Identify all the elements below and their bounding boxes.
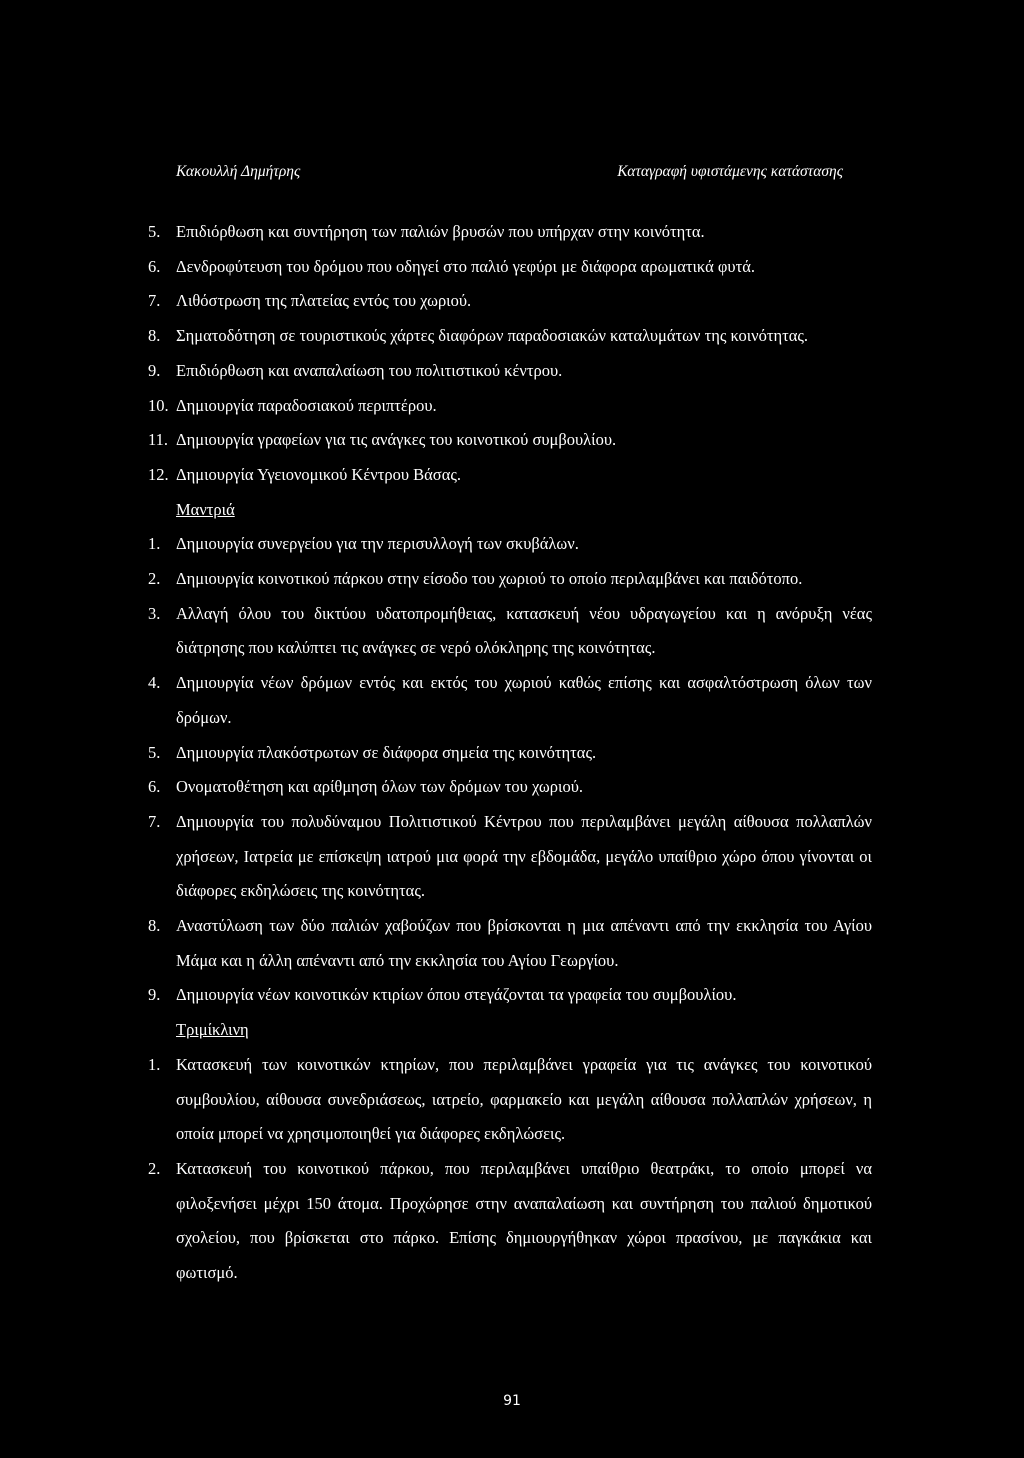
- list-item: [148, 527, 872, 562]
- list-item: [148, 770, 872, 805]
- list-item: [148, 389, 872, 424]
- section-mantria: [148, 493, 872, 1014]
- item-number: 2.: [148, 569, 161, 589]
- list-item: [148, 354, 872, 389]
- item-text: Δημιουργία του πολυδύναμου Πολιτιστικού Κέντρου που περιλαμβάνει μεγάλη αίθουσα πολλαπλών χρήσεων, Ιατρεία με επίσκεψη ιατρού μια φορά την εβδομάδα, μεγάλο υπαίθριο χώρο όπου γίνονται οι διάφορες εκδηλώσεις της κοινότητας.: [176, 811, 872, 901]
- header-title: Καταγραφή υφιστάμενης κατάστασης: [617, 163, 843, 180]
- list-item: [148, 423, 872, 458]
- item-text: Δημιουργία κοινοτικού πάρκου στην είσοδο του χωριού το οποίο περιλαμβάνει και παιδότοπο.: [176, 569, 803, 589]
- item-text: Δημιουργία συνεργείου για την περισυλλογή των σκυβάλων.: [176, 534, 579, 554]
- page-number: 91: [503, 1393, 521, 1409]
- item-number: 8.: [148, 916, 161, 936]
- section-heading: Μαντριά: [176, 499, 235, 519]
- page-header: [176, 163, 843, 187]
- item-text: Κατασκευή των κοινοτικών κτηρίων, που περιλαμβάνει γραφεία για τις ανάγκες του κοινοτικού συμβουλίου, αίθουσα συνεδριάσεως, ιατρείο, φαρμακείο και μεγάλη αίθουσα πολλαπλών χρήσεων, η οποία μπορεί να χρησιμοποιηθεί για διάφορες εκδηλώσεις.: [176, 1054, 872, 1144]
- list-item: [148, 562, 872, 597]
- item-text: Δημιουργία πλακόστρωτων σε διάφορα σημεία της κοινότητας.: [176, 742, 597, 762]
- list-item: [148, 215, 872, 250]
- header-author: Κακουλλή Δημήτρης: [176, 163, 301, 180]
- item-text: Δενδροφύτευση του δρόμου που οδηγεί στο παλιό γεφύρι με διάφορα αρωματικά φυτά.: [176, 256, 755, 276]
- item-number: 6.: [148, 777, 161, 797]
- item-number: 6.: [148, 256, 161, 276]
- item-number: 5.: [148, 742, 161, 762]
- list-item: [148, 597, 872, 666]
- item-number: 8.: [148, 326, 161, 346]
- list-item: [148, 736, 872, 771]
- list-item: [148, 319, 872, 354]
- item-text: Δημιουργία νέων δρόμων εντός και εκτός του χωριού καθώς επίσης και ασφαλτόστρωση όλων των δρόμων.: [176, 673, 872, 727]
- item-text: Λιθόστρωση της πλατείας εντός του χωριού.: [176, 291, 472, 311]
- item-number: 12.: [148, 464, 169, 484]
- item-number: 7.: [148, 291, 161, 311]
- item-text: Αλλαγή όλου του δικτύου υδατοπρομήθειας, κατασκευή νέου υδραγωγείου και η ανόρυξη νέας διάτρησης που καλύπτει τις ανάγκες σε νερό ολόκληρης της κοινότητας.: [176, 603, 872, 658]
- item-number: 9.: [148, 985, 161, 1005]
- item-text: Αναστύλωση των δύο παλιών χαβούζων που βρίσκονται η μια απέναντι από την εκκλησία του Αγίου Μάμα και η άλλη απέναντι από την εκκλησία του Αγίου Γεωργίου.: [176, 916, 872, 970]
- item-text: Επιδιόρθωση και αναπαλαίωση του πολιτιστικού κέντρου.: [176, 360, 563, 380]
- item-number: 7.: [148, 811, 161, 831]
- list-item: [148, 909, 872, 978]
- item-number: 1.: [148, 534, 161, 554]
- list-item: [148, 250, 872, 285]
- page-content: [148, 215, 872, 1291]
- list-item: [148, 666, 872, 735]
- section-heading: Τριμίκλινη: [176, 1020, 249, 1040]
- list-item: [148, 458, 872, 493]
- item-number: 11.: [148, 430, 169, 450]
- section-vasa-continued: [148, 215, 872, 493]
- item-number: 3.: [148, 603, 161, 623]
- list-item: [148, 1048, 872, 1152]
- item-number: 4.: [148, 673, 161, 693]
- item-number: 5.: [148, 222, 161, 241]
- item-number: 2.: [148, 1158, 161, 1178]
- section-trimiklini: [148, 1013, 872, 1291]
- item-text: Κατασκευή του κοινοτικού πάρκου, που περιλαμβάνει υπαίθριο θεατράκι, το οποίο μπορεί να φιλοξενήσει μέχρι 150 άτομα. Προχώρησε στην αναπαλαίωση και συντήρηση του παλιού δημοτικού σχολείου, που βρίσκεται στο πάρκο. Επίσης δημιουργήθηκαν χώροι πρασίνου, με παγκάκια και φωτισμό.: [176, 1158, 872, 1283]
- list-item: [148, 284, 872, 319]
- list-item: [148, 978, 872, 1013]
- item-text: Σηματοδότηση σε τουριστικούς χάρτες διαφόρων παραδοσιακών καταλυμάτων της κοινότητας.: [176, 326, 809, 346]
- item-number: 9.: [148, 360, 161, 380]
- item-text: Δημιουργία γραφείων για τις ανάγκες του κοινοτικού συμβουλίου.: [176, 430, 617, 450]
- item-text: Επιδιόρθωση και συντήρηση των παλιών βρυσών που υπήρχαν στην κοινότητα.: [176, 222, 705, 241]
- item-text: Δημιουργία παραδοσιακού περιπτέρου.: [176, 395, 437, 415]
- item-number: 10.: [148, 395, 169, 415]
- item-text: Ονοματοθέτηση και αρίθμηση όλων των δρόμων του χωριού.: [176, 777, 583, 797]
- item-text: Δημιουργία νέων κοινοτικών κτιρίων όπου στεγάζονται τα γραφεία του συμβουλίου.: [176, 985, 737, 1005]
- list-item: [148, 1152, 872, 1291]
- list-item: [148, 805, 872, 909]
- item-number: 1.: [148, 1054, 161, 1074]
- item-text: Δημιουργία Υγειονομικού Κέντρου Βάσας.: [176, 464, 461, 484]
